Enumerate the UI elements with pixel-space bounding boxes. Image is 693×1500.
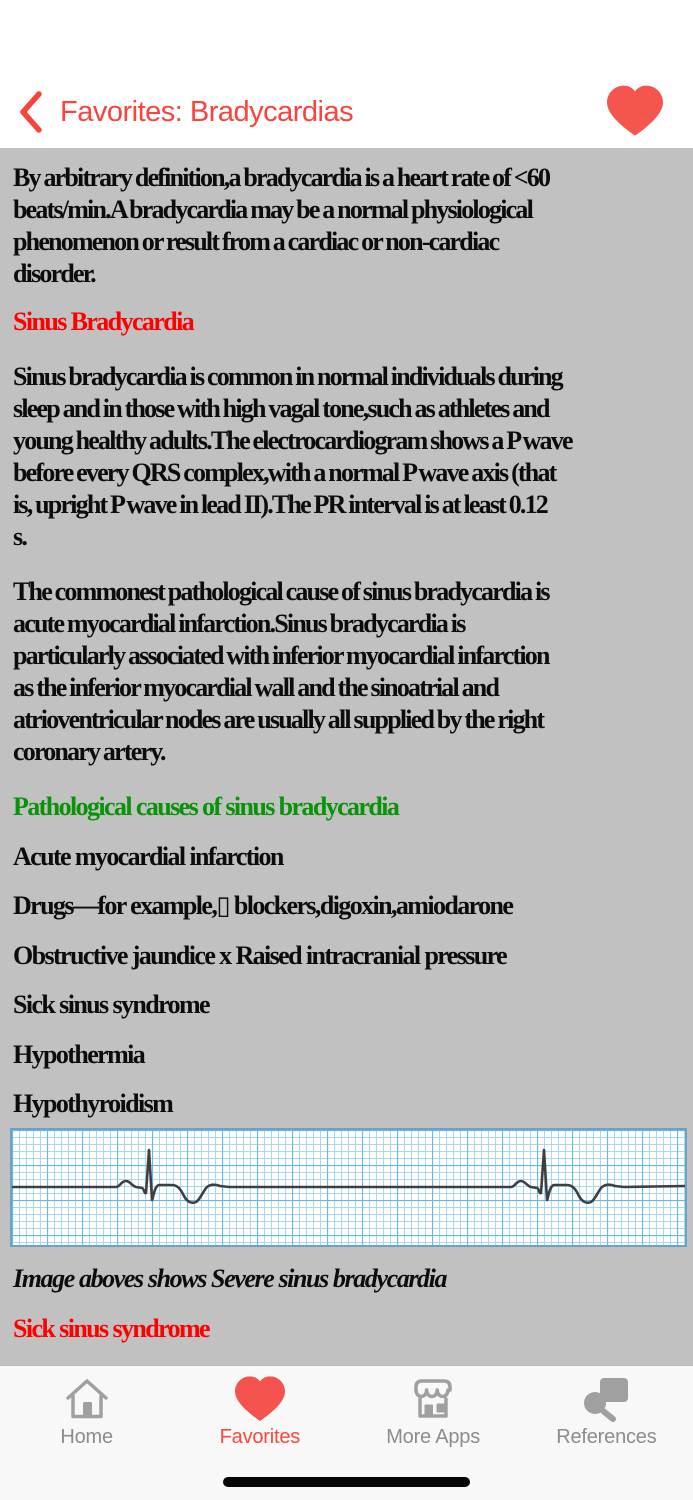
tab-label: Home [60, 1426, 113, 1448]
nav-bar [0, 0, 693, 148]
search-document-icon [582, 1374, 630, 1424]
chevron-left-icon [18, 90, 44, 134]
text-line: is, upright P wave in lead II).The PR interval is at least 0.12 [13, 490, 547, 519]
tab-label: Favorites [219, 1426, 301, 1448]
paragraph-definition [13, 162, 680, 290]
heading-pathological-causes: Pathological causes of sinus bradycardia [13, 792, 399, 821]
text-line: s. [13, 522, 27, 551]
back-button[interactable] [18, 90, 353, 134]
home-icon [63, 1374, 111, 1424]
text-line: sleep and in those with high vagal tone,such as athletes and [13, 394, 549, 423]
list-item: Sick sinus syndrome [13, 990, 209, 1019]
text-line: acute myocardial infarction.Sinus bradycardia is [13, 609, 465, 638]
text-line: before every QRS complex,with a normal P wave axis (that [13, 458, 556, 487]
tab-references[interactable] [520, 1366, 693, 1500]
text-line: phenomenon or result from a cardiac or non-cardiac [13, 227, 499, 256]
text-line: By arbitrary definition,a bradycardia is a heart rate of <60 [13, 163, 550, 192]
text-line: disorder. [13, 259, 95, 288]
article-scroll-area[interactable] [0, 148, 693, 1366]
ecg-caption: Image aboves shows Severe sinus bradycardia [13, 1264, 447, 1293]
text-line: young healthy adults.The electrocardiogram shows a P wave [13, 426, 572, 455]
heading-sick-sinus-syndrome: Sick sinus syndrome [13, 1314, 209, 1343]
text-line: atrioventricular nodes are usually all supplied by the right [13, 705, 544, 734]
heading-sinus-bradycardia: Sinus Bradycardia [13, 307, 194, 336]
favorite-heart-icon[interactable] [607, 84, 663, 138]
text-line: The commonest pathological cause of sinus bradycardia is [13, 577, 549, 606]
list-item: Hypothyroidism [13, 1089, 173, 1118]
text-line: particularly associated with inferior myocardial infarction [13, 641, 549, 670]
list-item: Drugs—for example,▯ blockers,digoxin,amiodarone [13, 891, 513, 920]
tab-label: More Apps [386, 1426, 481, 1448]
text-line: coronary artery. [13, 737, 165, 766]
list-item: Acute myocardial infarction [13, 842, 283, 871]
tab-label: References [556, 1426, 657, 1448]
list-item: Obstructive jaundice x Raised intracranial pressure [13, 941, 507, 970]
ecg-image [10, 1128, 687, 1247]
text-line: Sinus bradycardia is common in normal individuals during [13, 362, 562, 391]
text-line: as the inferior myocardial wall and the sinoatrial and [13, 673, 499, 702]
home-indicator[interactable] [223, 1477, 470, 1487]
paragraph-sinus-bradycardia [13, 361, 680, 553]
heart-icon [235, 1374, 285, 1424]
storefront-icon [408, 1374, 458, 1424]
list-item: Hypothermia [13, 1040, 145, 1069]
text-line: beats/min.A bradycardia may be a normal physiological [13, 195, 533, 224]
nav-title: Favorites: Bradycardias [60, 95, 354, 128]
ecg-strip-graphic [12, 1130, 685, 1245]
paragraph-pathological-cause [13, 576, 680, 768]
tab-home[interactable] [0, 1366, 173, 1500]
